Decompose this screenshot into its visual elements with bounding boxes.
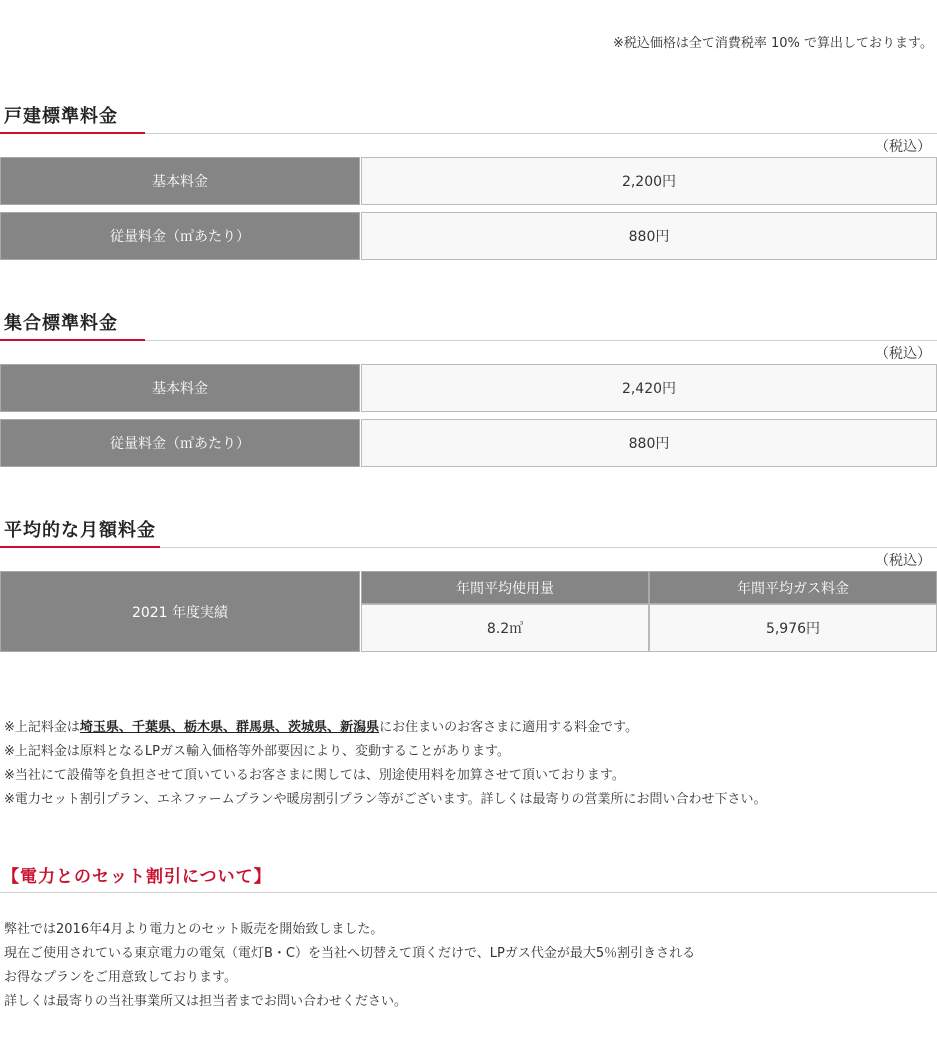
table-row — [0, 419, 937, 467]
separator: 、 — [327, 720, 341, 735]
row-label: 基本料金 — [0, 364, 360, 412]
note-line: ※電力セット割引プラン、エネファームプランや暖房割引プラン等がございます。詳しくは最寄りの営業所にお問い合わせ下さい。 — [4, 792, 767, 807]
note-line — [4, 716, 767, 740]
section-title-text: 平均的な月額料金 — [4, 520, 156, 541]
section-title-text: 戸建標準料金 — [4, 106, 118, 127]
body-line: お得なプランをご用意致しております。 — [4, 970, 237, 985]
prefecture-link[interactable]: 茨城県 — [288, 720, 328, 735]
prefecture-link[interactable]: 新潟県 — [340, 720, 380, 735]
tax-label: （税込） — [875, 346, 931, 362]
table-row — [0, 212, 937, 260]
body-line: 現在ご使用されている東京電力の電気（電灯B・C）を当社へ切替えて頂くだけで、LPガス代金が最大5％割引きされる — [4, 946, 696, 961]
note-line: ※上記料金は原料となるLPガス輸入価格等外部要因により、変動することがあります。 — [4, 744, 510, 759]
prefecture-link[interactable]: 栃木県 — [183, 720, 223, 735]
row-value: 2,420円 — [361, 364, 937, 412]
tax-label: （税込） — [875, 139, 931, 155]
column-header: 年間平均ガス料金 — [649, 571, 937, 604]
note-prefix: ※上記料金は — [4, 720, 80, 735]
divider — [0, 892, 937, 893]
column-header: 年間平均使用量 — [361, 571, 649, 604]
notes — [4, 716, 767, 812]
note-line: ※当社にて設備等を負担させて頂いているお客さまに関しては、別途使用料を加算させて頂いております。 — [4, 768, 625, 783]
separator: 、 — [275, 720, 289, 735]
table-cell: 8.2㎥ — [361, 604, 649, 652]
section-title-collective — [0, 313, 937, 341]
tax-label: （税込） — [875, 553, 931, 569]
body-line: 詳しくは最寄りの当社事業所又は担当者までお問い合わせください。 — [4, 994, 408, 1009]
prefecture-link[interactable]: 埼玉県 — [79, 720, 119, 735]
separator: 、 — [170, 720, 184, 735]
table-row — [0, 157, 937, 205]
year-label: 2021 年度実績 — [0, 571, 360, 652]
set-discount-title — [0, 860, 937, 893]
prefecture-link[interactable]: 群馬県 — [236, 720, 276, 735]
separator: 、 — [118, 720, 132, 735]
set-discount-heading: 【電力とのセット割引について】 — [2, 867, 272, 887]
separator: 、 — [222, 720, 236, 735]
average-table — [0, 571, 937, 652]
row-label: 従量料金（㎥あたり） — [0, 419, 360, 467]
prefecture-link[interactable]: 千葉県 — [131, 720, 171, 735]
row-label: 基本料金 — [0, 157, 360, 205]
accent-underline — [0, 546, 160, 548]
row-value: 880円 — [361, 419, 937, 467]
table-cell: 5,976円 — [649, 604, 937, 652]
table-row — [0, 364, 937, 412]
accent-underline — [0, 339, 145, 341]
section-title-detached — [0, 106, 937, 134]
row-value: 2,200円 — [361, 157, 937, 205]
set-discount-body — [4, 918, 695, 1014]
row-value: 880円 — [361, 212, 937, 260]
accent-underline — [0, 132, 145, 134]
note-suffix: にお住まいのお客さまに適用する料金です。 — [379, 720, 639, 735]
body-line: 弊社では2016年4月より電力とのセット販売を開始致しました。 — [4, 922, 384, 937]
tax-note: ※税込価格は全て消費税率 10% で算出しております。 — [612, 36, 933, 51]
row-label: 従量料金（㎥あたり） — [0, 212, 360, 260]
section-title-average — [0, 520, 937, 548]
section-title-text: 集合標準料金 — [4, 313, 118, 334]
